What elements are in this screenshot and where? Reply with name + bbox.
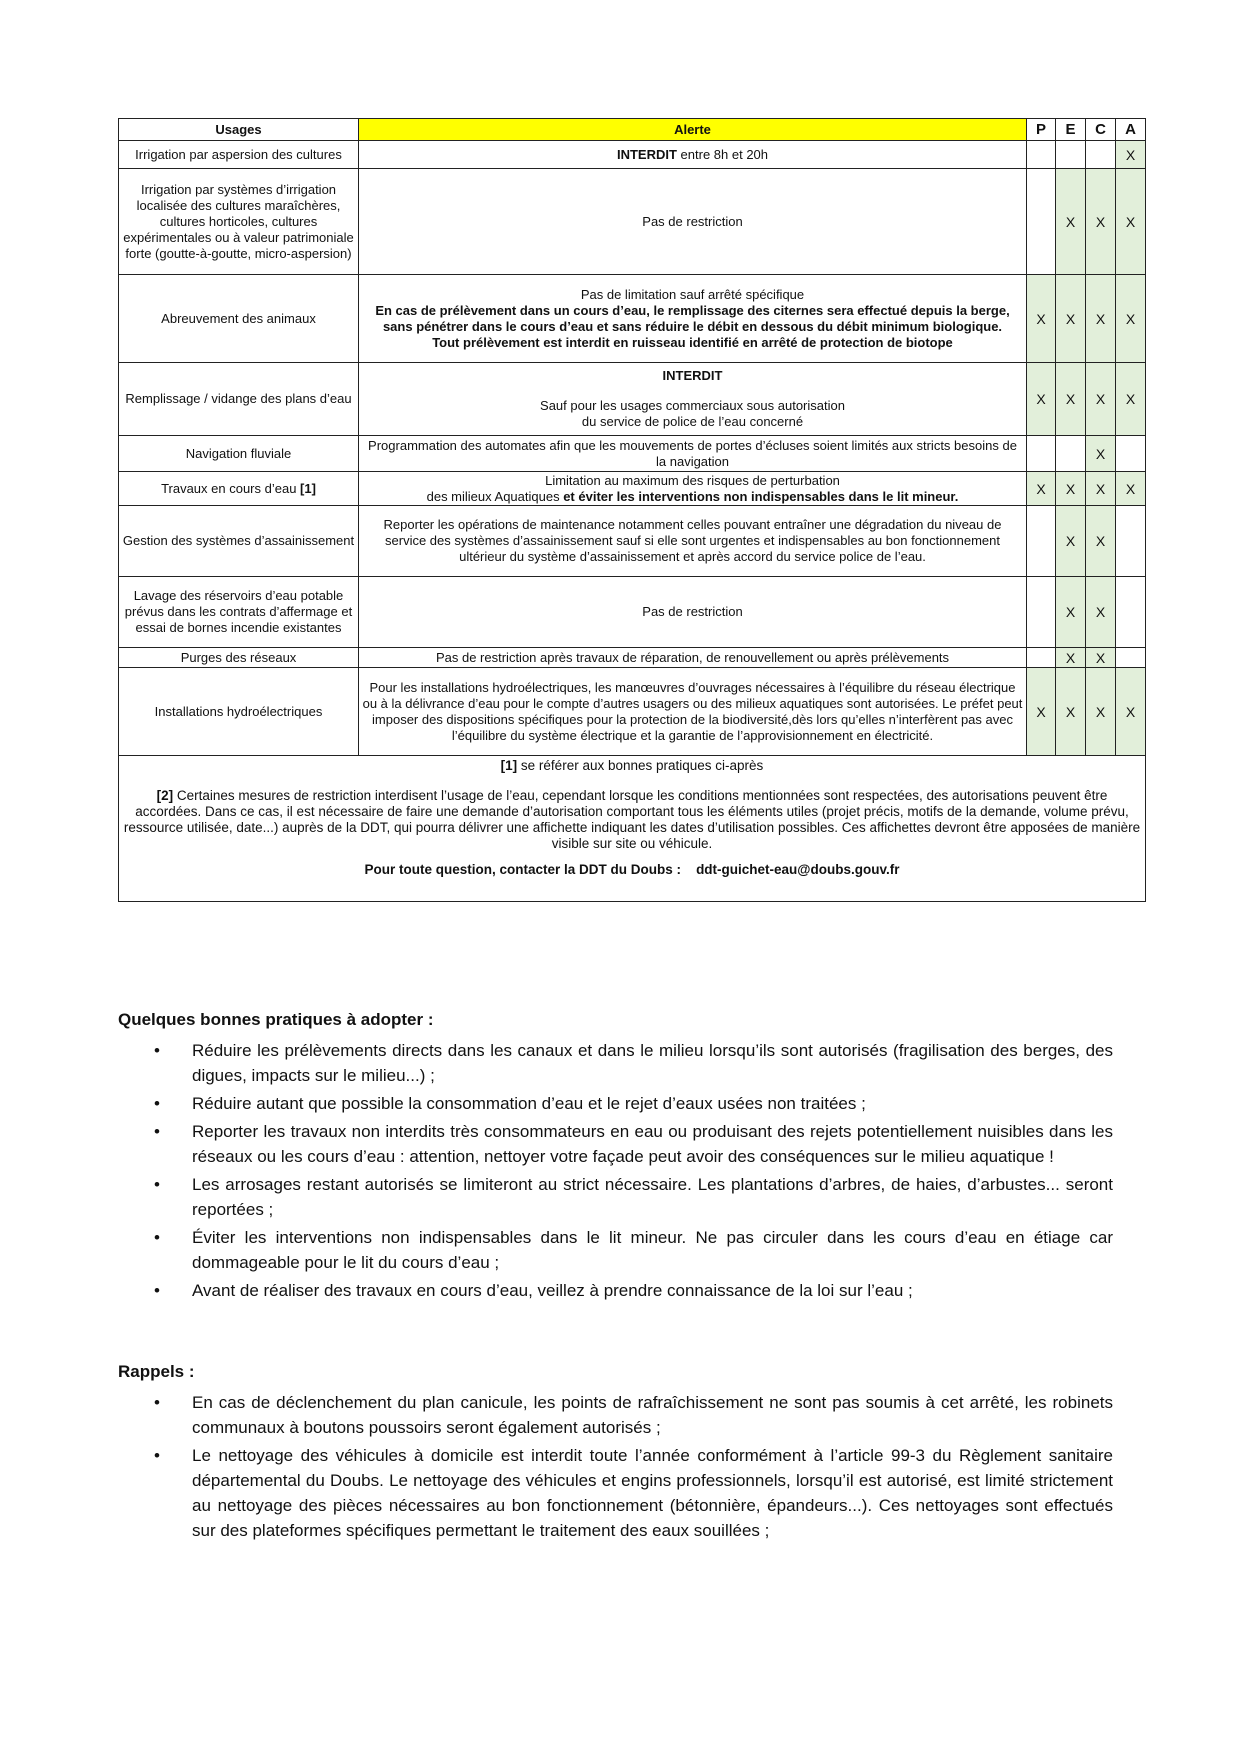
level-mark — [1086, 141, 1116, 169]
usage-label: Abreuvement des animaux — [161, 310, 316, 326]
alerte-text-bold-rest: et éviter les interventions non indispensables dans le lit mineur. — [563, 488, 959, 504]
usage-cell — [119, 436, 359, 472]
bullet-icon: • — [154, 1094, 160, 1113]
table-row — [119, 577, 1146, 648]
list-item — [118, 1278, 1113, 1303]
level-mark: X — [1086, 577, 1116, 648]
header-alerte: Alerte — [359, 119, 1027, 141]
alerte-text: Sauf pour les usages commerciaux sous autorisation — [540, 398, 845, 413]
alerte-cell — [359, 169, 1027, 275]
alerte-line — [362, 287, 1023, 303]
alerte-line — [362, 303, 1023, 335]
level-mark — [1027, 169, 1056, 275]
alerte-text: Pour les installations hydroélectriques, les manœuvres d’ouvrages nécessaires à l’équilibre du réseau électrique ou à la délivrance d’eau pour le compte d’autres usagers ou des milieux aquatiques sont autorisées. Le préfet peut imposer des dispositions spécifiques pour la protection de la biodiversité,dès lors qu’elles n’interfèrent pas avec l’équilibre du système électrique et la garantie de l’approvisionnement en électricité. — [362, 679, 1023, 743]
table-row — [119, 169, 1146, 275]
level-mark: X — [1116, 472, 1146, 506]
level-mark: X — [1086, 668, 1116, 756]
level-mark — [1027, 648, 1056, 668]
usage-cell — [119, 506, 359, 577]
usage-label: Gestion des systèmes d’assainissement — [122, 533, 355, 548]
usage-label: Purges des réseaux — [180, 649, 297, 665]
usage-label: Installations hydroélectriques — [154, 703, 323, 719]
note-1-text: se référer aux bonnes pratiques ci-après — [517, 758, 764, 773]
level-mark — [1116, 648, 1146, 668]
table-row — [119, 668, 1146, 756]
level-mark — [1027, 436, 1056, 472]
level-mark — [1056, 141, 1086, 169]
table-row — [119, 472, 1146, 506]
alerte-line — [362, 414, 1023, 430]
alerte-text: En cas de prélèvement dans un cours d’eau, le remplissage des citernes sera effectué depuis la berge, sans pénétrer dans le cours d’eau et sans réduire le débit en dessous du débit minimum biologique. — [375, 302, 1010, 334]
table-footer-row — [119, 756, 1146, 902]
alerte-text: Pas de restriction — [642, 213, 743, 229]
footer-contact — [122, 862, 1142, 878]
footer-notes — [119, 756, 1146, 902]
usage-label: Navigation fluviale — [185, 445, 292, 461]
list-item — [118, 1091, 1113, 1116]
level-mark — [1116, 506, 1146, 577]
alerte-text: Pas de limitation sauf arrêté spécifique — [580, 286, 805, 302]
level-mark: X — [1056, 506, 1086, 577]
header-level-e: E — [1056, 119, 1086, 141]
header-usages: Usages — [119, 119, 359, 141]
rappels-title: Rappels : — [118, 1362, 195, 1381]
level-mark: X — [1086, 506, 1116, 577]
list-item-text: Réduire les prélèvements directs dans les canaux et dans le milieu lorsqu’ils sont autorisés (fragilisation des berges, des digues, impacts sur le milieu...) ; — [192, 1041, 1113, 1085]
level-mark: X — [1116, 363, 1146, 436]
usage-cell — [119, 363, 359, 436]
alerte-text: Programmation des automates afin que les mouvements de portes d’écluses soient limités aux stricts besoins de la navigation — [368, 437, 1017, 469]
usage-cell — [119, 577, 359, 648]
note-2-ref: [2] — [156, 788, 174, 803]
alerte-text: des milieux Aquatiques — [426, 488, 564, 504]
list-item-text: Le nettoyage des véhicules à domicile est interdit toute l’année conformément à l’article 99-3 du Règlement sanitaire départemental du Doubs. Le nettoyage des véhicules et engins professionnels, lorsqu’il est autorisé, est limité strictement au nettoyage des pièces nécessaires au bon fonctionnement (bétonnière, épandeurs...). Ces nettoyages sont effectués sur des plateformes spécifiques permettant le traitement des eaux souillées ; — [192, 1446, 1113, 1540]
footer-note-1 — [122, 758, 1142, 774]
list-item — [118, 1390, 1113, 1440]
table-row — [119, 436, 1146, 472]
table-row — [119, 648, 1146, 668]
level-mark: X — [1086, 275, 1116, 363]
alerte-cell — [359, 436, 1027, 472]
level-mark: X — [1056, 169, 1086, 275]
alerte-line — [362, 604, 1023, 620]
alerte-line — [362, 368, 1023, 384]
alerte-line — [362, 517, 1023, 565]
usage-label: Irrigation par systèmes d’irrigation localisée des cultures maraîchères, cultures horticoles, cultures expérimentales ou à valeur patrimoniale forte (goutte-à-goutte, micro-aspersion) — [123, 181, 354, 261]
table-row — [119, 275, 1146, 363]
level-mark — [1027, 506, 1056, 577]
alerte-cell — [359, 668, 1027, 756]
header-level-c: C — [1086, 119, 1116, 141]
level-mark: X — [1116, 141, 1146, 169]
alerte-cell — [359, 472, 1027, 506]
list-item-text: Reporter les travaux non interdits très consommateurs en eau ou produisant des rejets potentiellement nuisibles dans les réseaux ou les cours d’eau : attention, nettoyer votre façade peut avoir des conséquences sur le milieu aquatique ! — [192, 1122, 1113, 1166]
usage-label: Lavage des réservoirs d’eau potable prévus dans les contrats d’affermage et essai de bornes incendie existantes — [124, 588, 353, 635]
list-item-text: Réduire autant que possible la consommation d’eau et le rejet d’eaux usées non traitées ; — [192, 1094, 866, 1113]
list-item — [118, 1443, 1113, 1543]
usage-label: Remplissage / vidange des plans d’eau — [125, 391, 352, 406]
alerte-text: INTERDIT — [616, 146, 677, 162]
alerte-line — [362, 147, 1023, 163]
usage-cell — [119, 668, 359, 756]
usage-ref: [1] — [296, 480, 316, 496]
alerte-cell — [359, 275, 1027, 363]
list-item-text: Éviter les interventions non indispensables dans le lit mineur. Ne pas circuler dans les cours d’eau en étiage car dommageable pour le lit du cours d’eau ; — [192, 1228, 1113, 1272]
bullet-icon: • — [154, 1393, 160, 1412]
level-mark — [1056, 436, 1086, 472]
alerte-text: Reporter les opérations de maintenance notamment celles pouvant entraîner une dégradation du niveau de service des systèmes d’assainissement sauf si elle sont urgentes et indispensables au bon fonctionnement ultérieur du système d’assainissement et après accord du service police de l’eau. — [383, 517, 1002, 564]
level-mark: X — [1086, 436, 1116, 472]
level-mark: X — [1056, 363, 1086, 436]
list-item-text: En cas de déclenchement du plan canicule, les points de rafraîchissement ne sont pas soumis à cet arrêté, les robinets communaux à boutons poussoirs seront également autorisés ; — [192, 1393, 1113, 1437]
alerte-cell — [359, 648, 1027, 668]
list-item — [118, 1119, 1113, 1169]
footer-note-2 — [122, 788, 1142, 852]
level-mark: X — [1027, 472, 1056, 506]
bonnes-pratiques-title: Quelques bonnes pratiques à adopter : — [118, 1010, 434, 1029]
alerte-text: Pas de restriction après travaux de réparation, de renouvellement ou après prélèvements — [435, 649, 950, 665]
alerte-line — [362, 650, 1023, 666]
level-mark: X — [1116, 668, 1146, 756]
bullet-icon: • — [154, 1175, 160, 1194]
bullet-icon: • — [154, 1122, 160, 1141]
note-1-ref: [1] — [500, 758, 518, 773]
usage-cell — [119, 141, 359, 169]
alerte-text: Pas de restriction — [642, 604, 743, 619]
level-mark: X — [1086, 648, 1116, 668]
level-mark: X — [1027, 668, 1056, 756]
usage-label: Irrigation par aspersion des cultures — [135, 146, 342, 162]
level-mark: X — [1056, 668, 1086, 756]
header-level-p: P — [1027, 119, 1056, 141]
bullet-icon: • — [154, 1228, 160, 1247]
contact-email: ddt-guichet-eau@doubs.gouv.fr — [696, 862, 900, 877]
list-item — [118, 1172, 1113, 1222]
bonnes-pratiques-list — [118, 1038, 1113, 1306]
header-level-a: A — [1116, 119, 1146, 141]
alerte-line — [362, 473, 1023, 489]
list-item — [118, 1038, 1113, 1088]
table-row — [119, 141, 1146, 169]
level-mark — [1027, 141, 1056, 169]
usage-cell — [119, 275, 359, 363]
alerte-text: Limitation au maximum des risques de perturbation — [545, 472, 840, 488]
alerte-line — [362, 680, 1023, 744]
level-mark: X — [1086, 169, 1116, 275]
level-mark: X — [1027, 363, 1056, 436]
alerte-cell — [359, 577, 1027, 648]
bullet-icon: • — [154, 1041, 160, 1060]
table-row — [119, 506, 1146, 577]
alerte-text: du service de police de l’eau concerné — [581, 414, 804, 429]
usage-cell — [119, 648, 359, 668]
table-row — [119, 363, 1146, 436]
bullet-icon: • — [154, 1446, 160, 1465]
level-mark: X — [1086, 363, 1116, 436]
rappels-list — [118, 1390, 1113, 1546]
alerte-line — [362, 335, 1023, 351]
bullet-icon: • — [154, 1281, 160, 1300]
alerte-line — [362, 398, 1023, 414]
level-mark: X — [1056, 275, 1086, 363]
level-mark — [1027, 577, 1056, 648]
table-body — [119, 141, 1146, 756]
level-mark: X — [1056, 472, 1086, 506]
list-item-text: Les arrosages restant autorisés se limiteront au strict nécessaire. Les plantations d’arbres, de haies, d’arbustes... seront reportées ; — [192, 1175, 1113, 1219]
alerte-line — [362, 438, 1023, 470]
level-mark — [1116, 577, 1146, 648]
alerte-text: Tout prélèvement est interdit en ruisseau identifié en arrêté de protection de biotope — [432, 334, 953, 350]
usage-label: Travaux en cours d’eau — [161, 480, 297, 496]
level-mark: X — [1056, 648, 1086, 668]
alerte-cell — [359, 141, 1027, 169]
list-item-text: Avant de réaliser des travaux en cours d’eau, veillez à prendre connaissance de la loi sur l’eau ; — [192, 1281, 913, 1300]
usage-cell — [119, 472, 359, 506]
table-header-row — [119, 119, 1146, 141]
level-mark: X — [1116, 169, 1146, 275]
level-mark — [1116, 436, 1146, 472]
restrictions-table — [118, 118, 1146, 902]
alerte-text: INTERDIT — [662, 368, 723, 383]
alerte-line — [362, 214, 1023, 230]
contact-label: Pour toute question, contacter la DDT du Doubs : — [364, 862, 682, 877]
usage-cell — [119, 169, 359, 275]
note-2-text: Certaines mesures de restriction interdisent l’usage de l’eau, cependant lorsque les conditions mentionnées sont respectées, des autorisations peuvent être accordées. Dans ce cas, il est nécessaire de faire une demande d’autorisation comportant tous les éléments utiles (projet précis, motifs de la demande, volume prévu, ressource utilisée, date...) auprès de la DDT, qui pourra délivrer une affichette indiquant les dates d’utilisation possibles. Ces affichettes devront être apposées de manière visible sur site ou véhicule. — [123, 788, 1141, 851]
alerte-cell — [359, 506, 1027, 577]
level-mark: X — [1027, 275, 1056, 363]
level-mark: X — [1086, 472, 1116, 506]
level-mark: X — [1116, 275, 1146, 363]
alerte-text-rest: entre 8h et 20h — [676, 146, 769, 162]
list-item — [118, 1225, 1113, 1275]
alerte-cell — [359, 363, 1027, 436]
level-mark: X — [1056, 577, 1086, 648]
alerte-line — [362, 489, 1023, 505]
